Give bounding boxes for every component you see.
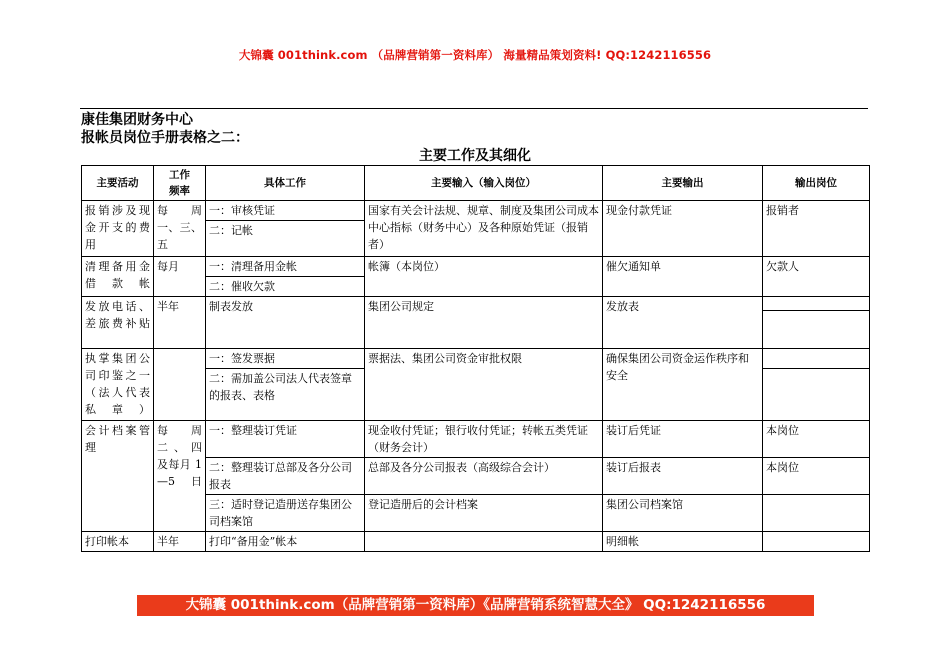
cell-frequency: 每 周 二、四 及每月 1—5日 <box>154 421 206 532</box>
cell-input: 集团公司规定 <box>365 297 603 349</box>
cell-output: 集团公司档案馆 <box>603 495 763 532</box>
cell-activity: 清理备用金借款帐 <box>82 257 154 297</box>
col-header-input: 主要输入（输入岗位） <box>365 166 603 201</box>
table-title: 主要工作及其细化 <box>419 148 531 164</box>
cell-output-post: 报销者 <box>763 201 870 257</box>
cell-frequency: 每月 <box>154 257 206 297</box>
cell-work: 二：需加盖公司法人代表签章的报表、表格 <box>206 369 365 421</box>
cell-output: 明细帐 <box>603 532 763 552</box>
cell-frequency <box>154 349 206 421</box>
cell-frequency: 每 周 一、三、五 <box>154 201 206 257</box>
cell-work: 打印“备用金”帐本 <box>206 532 365 552</box>
cell-work: 二：整理装订总部及各分公司报表 <box>206 458 365 495</box>
cell-output-post: 欠款人 <box>763 257 870 297</box>
header-banner: 大锦囊 001think.com （品牌营销第一资料库） 海量精品策划资料! QQ:1242116556 <box>238 48 712 62</box>
cell-input: 登记造册后的会计档案 <box>365 495 603 532</box>
table-row <box>82 532 870 552</box>
table-row <box>82 257 870 277</box>
cell-output: 催欠通知单 <box>603 257 763 297</box>
cell-input: 票据法、集团公司资金审批权限 <box>365 349 603 421</box>
cell-work: 一：签发票据 <box>206 349 365 369</box>
cell-activity: 报销涉及现金开支的费用 <box>82 201 154 257</box>
col-header-output-post: 输出岗位 <box>763 166 870 201</box>
cell-output-post: 本岗位 <box>763 421 870 458</box>
cell-output: 确保集团公司资金运作秩序和安全 <box>603 349 763 421</box>
col-header-work: 具体工作 <box>206 166 365 201</box>
cell-work: 一：审核凭证 <box>206 201 365 221</box>
cell-work: 二：记帐 <box>206 221 365 257</box>
cell-activity: 执掌集团公司印鉴之一（法人代表私章） <box>82 349 154 421</box>
table-row <box>82 297 870 311</box>
col-header-activity: 主要活动 <box>82 166 154 201</box>
table-row <box>82 349 870 369</box>
cell-work: 制表发放 <box>206 297 365 349</box>
cell-output: 发放表 <box>603 297 763 349</box>
col-header-frequency <box>154 166 206 201</box>
col-header-frequency-l1: 工作 <box>169 169 190 181</box>
cell-input: 总部及各分公司报表（高级综合会计） <box>365 458 603 495</box>
cell-input <box>365 532 603 552</box>
cell-output: 装订后凭证 <box>603 421 763 458</box>
cell-frequency: 半年 <box>154 532 206 552</box>
table-header-row <box>82 166 870 201</box>
cell-output: 现金付款凭证 <box>603 201 763 257</box>
cell-output-post <box>763 349 870 369</box>
cell-work: 二：催收欠款 <box>206 277 365 297</box>
col-header-frequency-l2: 频率 <box>169 185 190 197</box>
table-row <box>82 421 870 458</box>
cell-output-post: 本岗位 <box>763 458 870 495</box>
work-detail-table <box>81 165 870 552</box>
table-row <box>82 201 870 221</box>
cell-output-post <box>763 369 870 421</box>
cell-activity: 发放电话、差旅费补贴 <box>82 297 154 349</box>
cell-output-post <box>763 495 870 532</box>
cell-output-post <box>763 297 870 311</box>
cell-activity: 会计档案管理 <box>82 421 154 532</box>
cell-activity: 打印帐本 <box>82 532 154 552</box>
header-rule <box>80 108 868 109</box>
cell-input: 帐簿（本岗位） <box>365 257 603 297</box>
cell-work: 一：整理装订凭证 <box>206 421 365 458</box>
cell-output: 装订后报表 <box>603 458 763 495</box>
col-header-output: 主要输出 <box>603 166 763 201</box>
cell-work: 三：适时登记造册送存集团公司档案馆 <box>206 495 365 532</box>
cell-frequency: 半年 <box>154 297 206 349</box>
cell-input: 现金收付凭证；银行收付凭证；转帐五类凭证（财务会计） <box>365 421 603 458</box>
org-name: 康佳集团财务中心 <box>81 112 193 128</box>
cell-output-post <box>763 532 870 552</box>
doc-subtitle: 报帐员岗位手册表格之二： <box>81 130 249 146</box>
footer-banner: 大锦囊 001think.com（品牌营销第一资料库）《品牌营销系统智慧大全》 QQ:1242116556 <box>137 595 814 616</box>
cell-output-post <box>763 311 870 349</box>
cell-work: 一：清理备用金帐 <box>206 257 365 277</box>
cell-input: 国家有关会计法规、规章、制度及集团公司成本中心指标（财务中心）及各种原始凭证（报销者） <box>365 201 603 257</box>
